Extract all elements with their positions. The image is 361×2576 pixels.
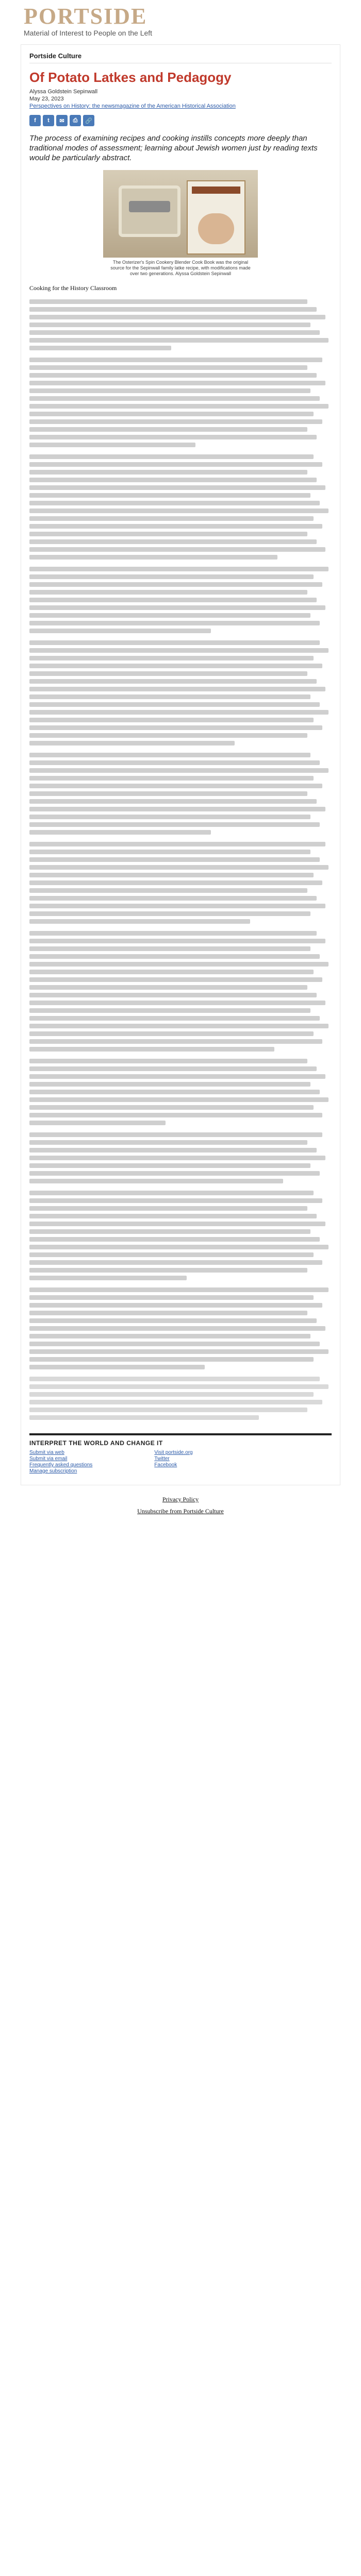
text-line-placeholder [29, 1179, 283, 1183]
text-line-placeholder [29, 1198, 322, 1203]
text-line-placeholder [29, 946, 310, 951]
author: Alyssa Goldstein Sepinwall [29, 89, 98, 95]
text-line-placeholder [29, 299, 307, 304]
text-line-placeholder [29, 1334, 310, 1338]
text-line-placeholder [29, 338, 329, 343]
text-line-placeholder [29, 388, 310, 393]
facebook-icon[interactable]: f [29, 115, 41, 126]
text-line-placeholder [29, 962, 329, 967]
text-line-placeholder [29, 822, 320, 827]
text-line-placeholder [29, 1121, 166, 1125]
body-paragraph [29, 1191, 332, 1280]
article-card [21, 44, 340, 1485]
text-line-placeholder [29, 939, 325, 943]
text-line-placeholder [29, 1132, 322, 1137]
footer-link[interactable]: Submit via email [29, 1456, 68, 1462]
body-paragraph [29, 299, 332, 350]
text-line-placeholder [29, 454, 314, 459]
body-paragraph [29, 1132, 332, 1183]
text-line-placeholder [29, 1059, 307, 1063]
text-line-placeholder [29, 443, 195, 447]
text-line-placeholder [29, 687, 325, 691]
text-line-placeholder [29, 985, 307, 990]
text-line-placeholder [29, 485, 325, 490]
text-line-placeholder [29, 664, 322, 668]
footer-link[interactable]: Manage subscription [29, 1468, 77, 1474]
text-line-placeholder [29, 671, 307, 676]
text-line-placeholder [29, 539, 317, 544]
text-line-placeholder [29, 1156, 325, 1160]
source-link[interactable]: Perspectives on History: the newsmagazine of the American Historical Association [29, 103, 236, 109]
footer-col-1 [29, 1450, 92, 1475]
text-line-placeholder [29, 613, 310, 618]
text-line-placeholder [29, 1113, 322, 1117]
text-line-placeholder [29, 427, 307, 432]
text-line-placeholder [29, 888, 307, 893]
twitter-icon[interactable]: t [43, 115, 54, 126]
tagline: Material of Interest to People on the Left [24, 29, 153, 37]
text-line-placeholder [29, 381, 325, 385]
text-line-placeholder [29, 1303, 322, 1308]
text-line-placeholder [29, 807, 325, 811]
legal-links [21, 1496, 340, 1515]
footer-link[interactable]: Visit portside.org [154, 1450, 193, 1455]
text-line-placeholder [29, 1408, 307, 1412]
text-line-placeholder [29, 524, 322, 529]
text-line-placeholder [29, 815, 310, 819]
section-label: Portside Culture [29, 52, 332, 63]
text-line-placeholder [29, 850, 310, 854]
pullquote: The process of examining recipes and cooking instills concepts more deeply than traditional modes of assessment; learning about Jewish women just by reading texts would be particularly abstract. [29, 134, 318, 162]
text-line-placeholder [29, 1206, 307, 1211]
text-line-placeholder [29, 842, 325, 846]
text-line-placeholder [29, 470, 307, 474]
body-paragraph [29, 931, 332, 1052]
text-line-placeholder [29, 865, 329, 870]
text-line-placeholder [29, 741, 235, 745]
text-line-placeholder [29, 931, 317, 936]
text-line-placeholder [29, 1229, 310, 1234]
text-line-placeholder [29, 718, 314, 722]
text-line-placeholder [29, 753, 310, 757]
text-line-placeholder [29, 799, 317, 804]
text-line-placeholder [29, 679, 317, 684]
text-line-placeholder [29, 1090, 320, 1094]
text-line-placeholder [29, 656, 314, 660]
text-line-placeholder [29, 621, 320, 625]
text-line-placeholder [29, 1318, 317, 1323]
text-line-placeholder [29, 1295, 314, 1300]
text-line-placeholder [29, 1222, 325, 1226]
article-photo [103, 170, 258, 258]
footer-link[interactable]: Twitter [154, 1456, 170, 1462]
text-line-placeholder [29, 733, 307, 738]
body-heading: Cooking for the History Classroom [29, 284, 117, 292]
print-icon[interactable]: ⎙ [70, 115, 81, 126]
text-line-placeholder [29, 1001, 325, 1005]
text-line-placeholder [29, 365, 307, 370]
text-line-placeholder [29, 1237, 320, 1242]
text-line-placeholder [29, 404, 329, 409]
footer-links [29, 1450, 332, 1475]
text-line-placeholder [29, 830, 211, 835]
text-line-placeholder [29, 993, 317, 997]
body-paragraph [29, 1287, 332, 1369]
text-line-placeholder [29, 880, 322, 885]
text-line-placeholder [29, 1047, 274, 1052]
text-line-placeholder [29, 1031, 314, 1036]
page [21, 0, 340, 1515]
text-line-placeholder [29, 1268, 307, 1273]
text-line-placeholder [29, 904, 325, 908]
footer-link[interactable]: Frequently asked questions [29, 1462, 93, 1468]
text-line-placeholder [29, 373, 317, 378]
text-line-placeholder [29, 1097, 329, 1102]
text-line-placeholder [29, 873, 314, 877]
text-line-placeholder [29, 1039, 322, 1044]
text-line-placeholder [29, 412, 314, 416]
email-icon[interactable]: ✉ [56, 115, 68, 126]
text-line-placeholder [29, 1074, 325, 1079]
text-line-placeholder [29, 315, 325, 319]
privacy-link[interactable]: Privacy Policy [162, 1496, 199, 1503]
text-line-placeholder [29, 1171, 320, 1176]
text-line-placeholder [29, 919, 250, 924]
footer-link[interactable]: Submit via web [29, 1450, 64, 1455]
footer-title: INTERPRET THE WORLD AND CHANGE IT [29, 1439, 163, 1447]
article-headline: Of Potato Latkes and Pedagogy [29, 70, 232, 85]
text-line-placeholder [29, 358, 322, 362]
text-line-placeholder [29, 648, 329, 653]
text-line-placeholder [29, 501, 320, 505]
text-line-placeholder [29, 555, 277, 560]
text-line-placeholder [29, 1245, 329, 1249]
body-paragraph [29, 567, 332, 633]
text-line-placeholder [29, 857, 320, 862]
text-line-placeholder [29, 1066, 317, 1071]
text-line-placeholder [29, 1024, 329, 1028]
unsubscribe-link[interactable]: Unsubscribe from Portside Culture [137, 1507, 224, 1515]
text-line-placeholder [29, 1349, 329, 1354]
text-line-placeholder [29, 547, 325, 552]
text-line-placeholder [29, 1214, 317, 1218]
body-paragraph [29, 454, 332, 560]
text-line-placeholder [29, 768, 329, 773]
text-line-placeholder [29, 1384, 329, 1389]
text-line-placeholder [29, 1276, 187, 1280]
text-line-placeholder [29, 493, 310, 498]
text-line-placeholder [29, 702, 320, 707]
blender-illustration [119, 185, 180, 237]
text-line-placeholder [29, 323, 310, 327]
text-line-placeholder [29, 1311, 307, 1315]
text-line-placeholder [29, 1400, 322, 1404]
text-line-placeholder [29, 582, 322, 587]
text-line-placeholder [29, 590, 307, 595]
text-line-placeholder [29, 710, 329, 715]
text-line-placeholder [29, 954, 320, 959]
text-line-placeholder [29, 1140, 307, 1145]
date: May 23, 2023 [29, 96, 64, 102]
text-line-placeholder [29, 478, 317, 482]
text-line-placeholder [29, 346, 171, 350]
body-paragraph [29, 358, 332, 447]
text-line-placeholder [29, 970, 314, 974]
text-line-placeholder [29, 396, 320, 401]
text-line-placeholder [29, 1342, 320, 1346]
text-line-placeholder [29, 1365, 205, 1369]
text-line-placeholder [29, 977, 322, 982]
text-line-placeholder [29, 629, 211, 633]
text-line-placeholder [29, 1415, 259, 1420]
text-line-placeholder [29, 1105, 314, 1110]
text-line-placeholder [29, 791, 307, 796]
text-line-placeholder [29, 462, 322, 467]
body-paragraph [29, 842, 332, 924]
text-line-placeholder [29, 911, 310, 916]
text-line-placeholder [29, 1287, 329, 1292]
text-line-placeholder [29, 1148, 317, 1153]
text-line-placeholder [29, 509, 329, 513]
cookbook-illustration [187, 180, 245, 255]
text-line-placeholder [29, 574, 314, 579]
text-line-placeholder [29, 330, 320, 335]
text-line-placeholder [29, 435, 317, 439]
text-line-placeholder [29, 1008, 310, 1013]
text-line-placeholder [29, 1392, 314, 1397]
text-line-placeholder [29, 1377, 320, 1381]
text-line-placeholder [29, 896, 317, 901]
article-figure [103, 170, 258, 277]
footer [29, 1433, 332, 1475]
text-line-placeholder [29, 1016, 320, 1021]
text-line-placeholder [29, 1357, 314, 1362]
text-line-placeholder [29, 776, 314, 781]
text-line-placeholder [29, 605, 325, 610]
text-line-placeholder [29, 1163, 310, 1168]
body-paragraph [29, 1059, 332, 1125]
footer-link[interactable]: Facebook [154, 1462, 177, 1468]
text-line-placeholder [29, 784, 322, 788]
share-bar [29, 115, 332, 126]
text-line-placeholder [29, 516, 314, 521]
body-paragraph [29, 640, 332, 745]
text-line-placeholder [29, 307, 317, 312]
text-line-placeholder [29, 598, 317, 602]
masthead [21, 0, 340, 37]
text-line-placeholder [29, 567, 329, 571]
text-line-placeholder [29, 532, 307, 536]
text-line-placeholder [29, 725, 322, 730]
body-paragraph [29, 1377, 332, 1420]
body-paragraph [29, 753, 332, 835]
text-line-placeholder [29, 1191, 314, 1195]
image-caption: The Osterizer's Spin Cookery Blender Cook Book was the original source for the Sepinwall family latke recipe, with modifications made over two generations. Alyssa Goldstein Sepinwall [110, 260, 251, 276]
article-body [29, 299, 332, 1420]
link-icon[interactable]: 🔗 [83, 115, 94, 126]
text-line-placeholder [29, 760, 320, 765]
article-meta [29, 88, 332, 110]
text-line-placeholder [29, 640, 320, 645]
text-line-placeholder [29, 1252, 314, 1257]
text-line-placeholder [29, 419, 322, 424]
portside-logo[interactable]: PORTSIDE [24, 4, 147, 29]
text-line-placeholder [29, 1082, 310, 1087]
text-line-placeholder [29, 1326, 325, 1331]
text-line-placeholder [29, 1260, 322, 1265]
footer-col-2 [154, 1450, 192, 1475]
text-line-placeholder [29, 694, 310, 699]
